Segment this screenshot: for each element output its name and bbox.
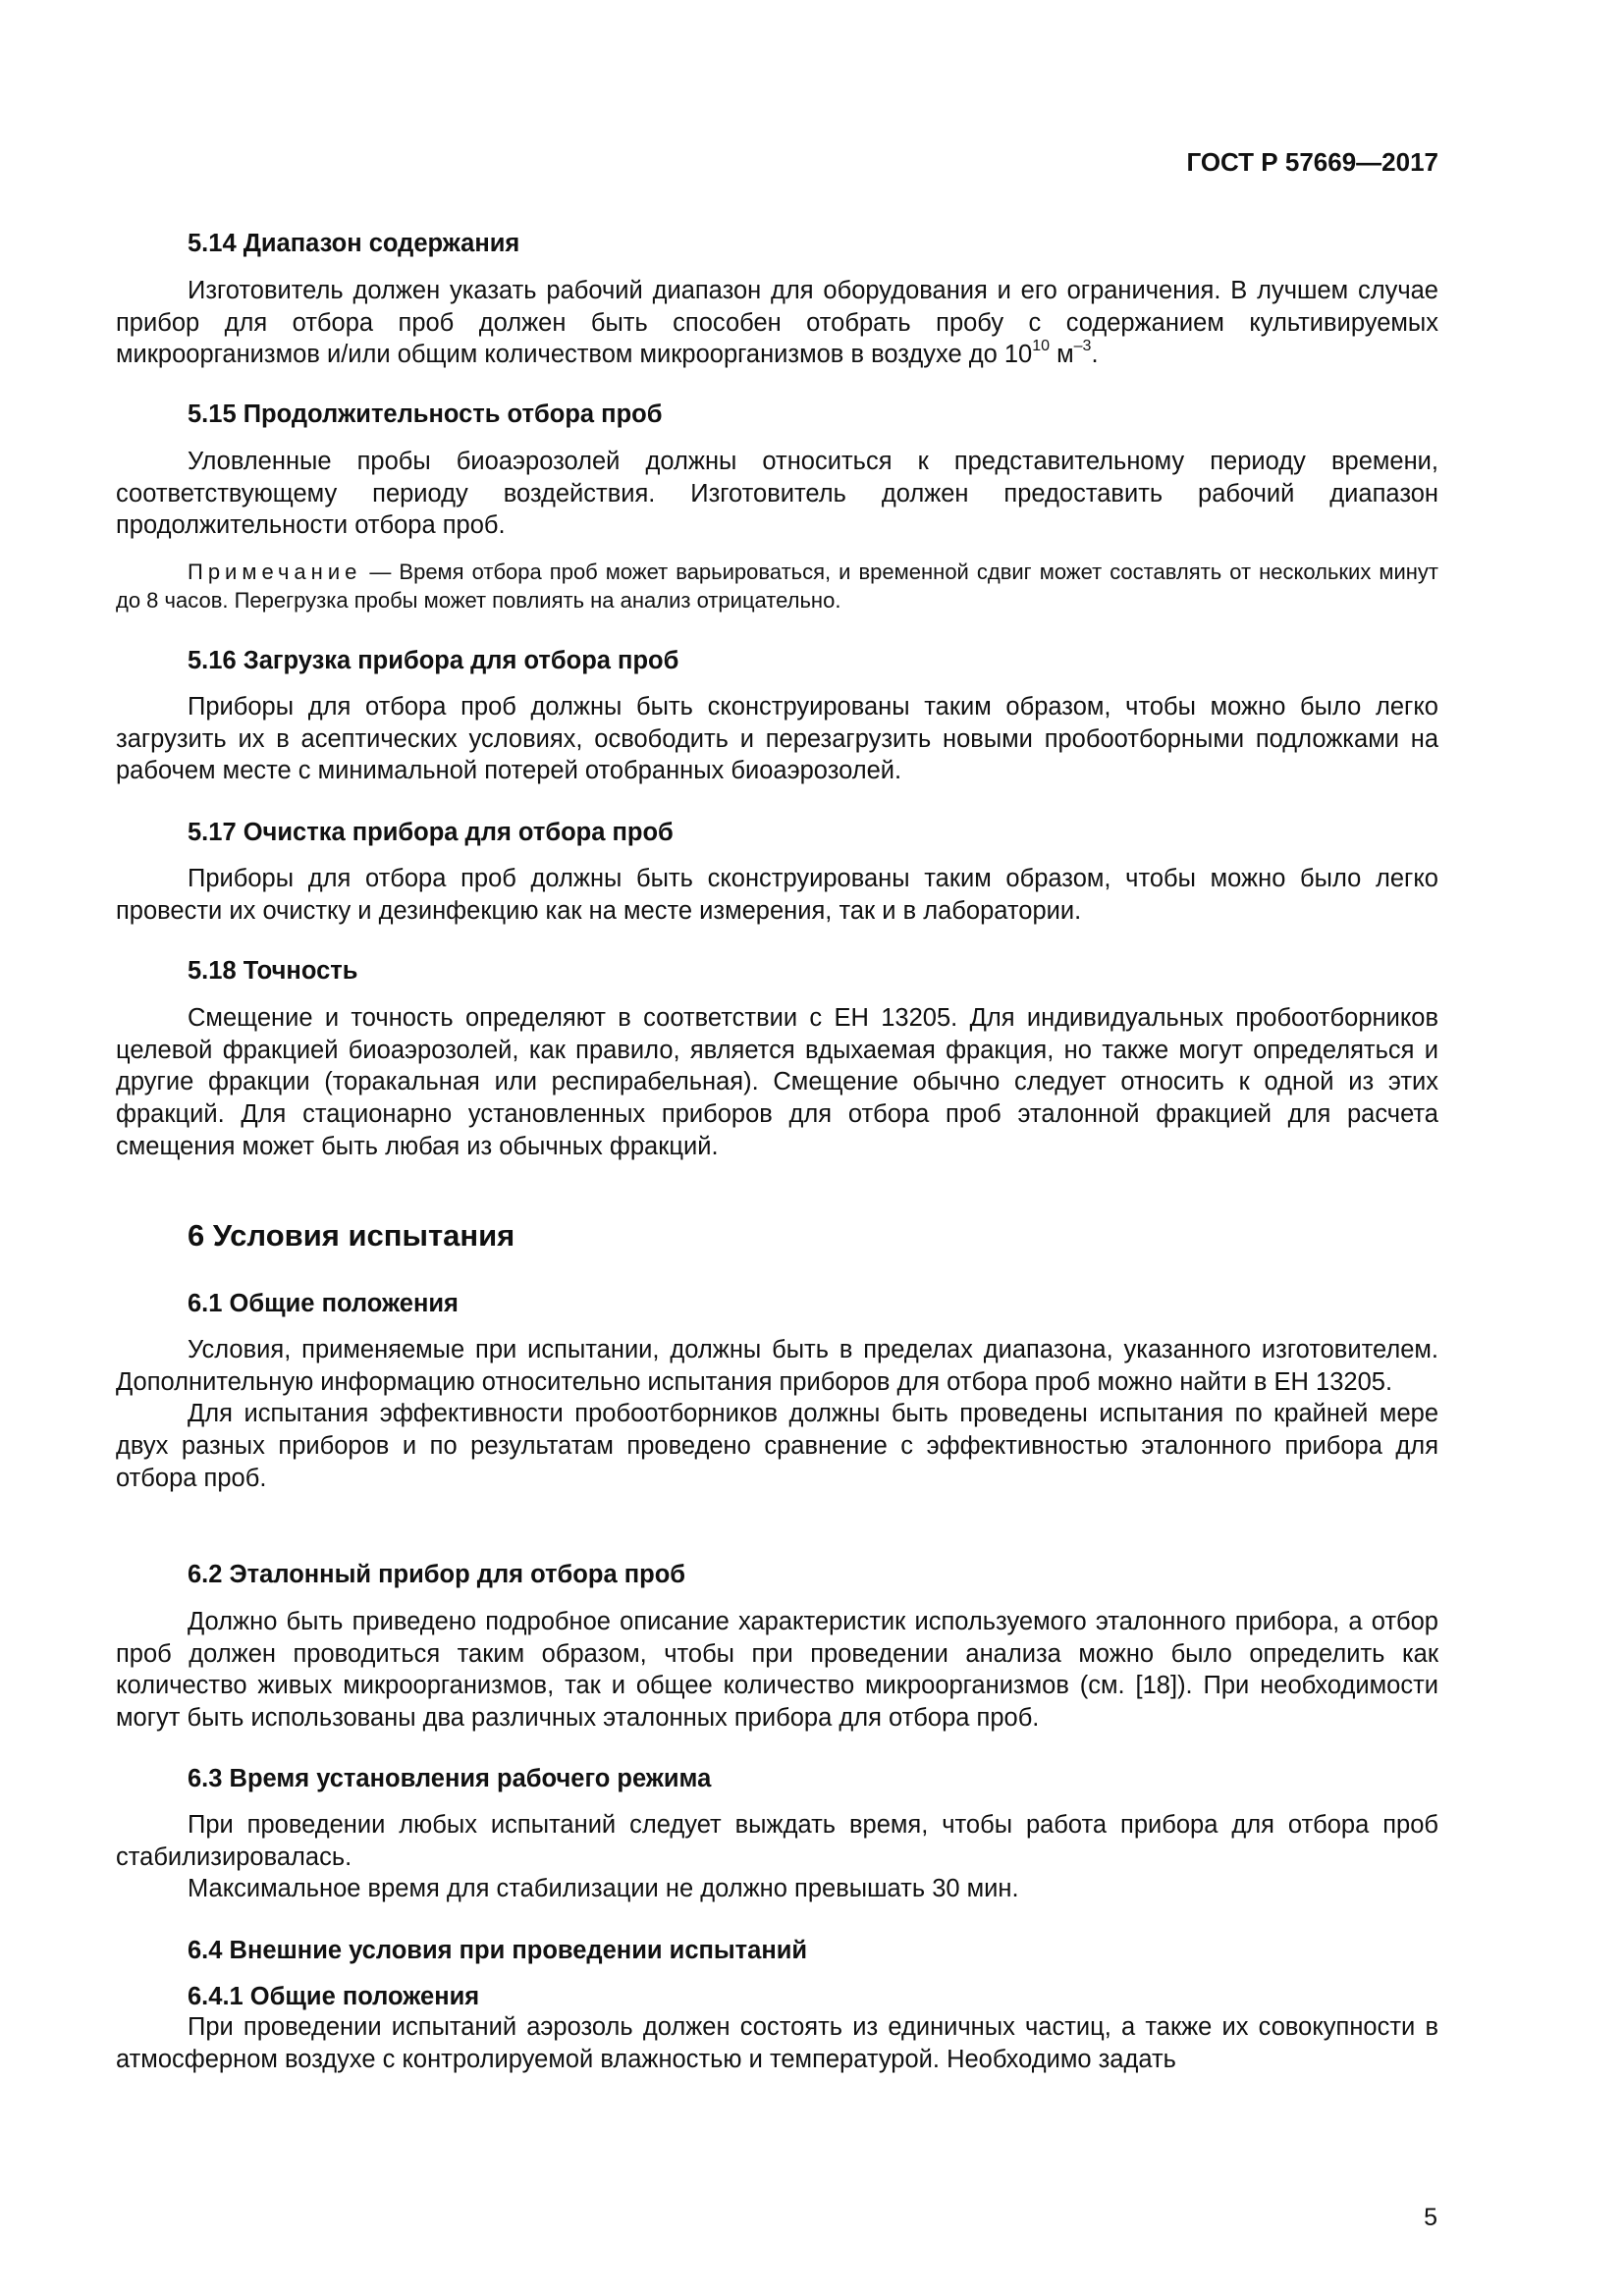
- paragraph: Для испытания эффективности пробоотборников должны быть проведены испытания по крайней мере двух разных приборов и по результатам проведено сравнение с эффективностью эталонного прибора для отбора проб.: [116, 1400, 1438, 1492]
- unit-text: м: [1050, 341, 1074, 369]
- section-6-2-title: 6.2 Эталонный прибор для отбора проб: [188, 1561, 686, 1588]
- paragraph: При проведении любых испытаний следует выждать время, чтобы работа прибора для отбора проб стабилизировалась.: [116, 1811, 1438, 1871]
- section-5-16-title: 5.16 Загрузка прибора для отбора проб: [188, 647, 679, 674]
- period: .: [1091, 341, 1099, 369]
- paragraph: Условия, применяемые при испытании, должны быть в пределах диапазона, указанного изготовителем. Дополнительную информацию относительно испытания приборов для отбора проб можно найти в ЕН 13205.: [116, 1336, 1438, 1396]
- section-5-14-body: [116, 275, 1438, 371]
- section-6-1-title: 6.1 Общие положения: [188, 1290, 459, 1317]
- section-6-3-title: 6.3 Время установления рабочего режима: [188, 1765, 712, 1792]
- section-5-15-title: 5.15 Продолжительность отбора проб: [188, 400, 663, 428]
- note-text: — Время отбора проб может варьироваться, и временной сдвиг может составлять от нескольких минут до 8 часов. Перегрузка пробы может повлиять на анализ отрицательно.: [116, 560, 1438, 613]
- note: [116, 558, 1438, 614]
- superscript: –3: [1073, 337, 1092, 354]
- paragraph: Приборы для отбора проб должны быть сконструированы таким образом, чтобы можно было легко загрузить их в асептических условиях, освободить и перезагрузить новыми пробоотборными подложками на рабочем месте с минимальной потерей отобранных биоаэрозолей.: [116, 693, 1438, 785]
- paragraph: Максимальное время для стабилизации не должно превышать 30 мин.: [188, 1875, 1019, 1903]
- section-6-1-body: [116, 1334, 1438, 1495]
- paragraph: Смещение и точность определяют в соответствии с ЕН 13205. Для индивидуальных пробоотборников целевой фракцией биоаэрозолей, как правило, является вдыхаемая фракция, но также могут определяться и другие фракции (торакальная или респирабельная). Смещение обычно следует относить к одной из этих фракций. Для стационарно установленных приборов для отбора проб эталонной фракцией для расчета смещения может быть любая из обычных фракций.: [116, 1004, 1438, 1160]
- section-6-4-title: 6.4 Внешние условия при проведении испытаний: [188, 1937, 808, 1964]
- section-5-17-title: 5.17 Очистка прибора для отбора проб: [188, 819, 674, 846]
- section-5-15-body: [116, 446, 1438, 542]
- page-number: 5: [1424, 2204, 1437, 2231]
- paragraph: Уловленные пробы биоаэрозолей должны относиться к представительному периоду времени, соответствующему периоду воздействия. Изготовитель должен предоставить рабочий диапазон продолжительности отбора проб.: [116, 448, 1438, 540]
- section-5-16-body: [116, 691, 1438, 787]
- section-5-15-note: [116, 558, 1438, 614]
- section-6-3-body: [116, 1809, 1438, 1905]
- section-6-title: 6 Условия испытания: [188, 1218, 515, 1253]
- section-5-17-body: [116, 863, 1438, 927]
- section-6-4-1-title: 6.4.1 Общие положения: [188, 1983, 480, 2010]
- paragraph: При проведении испытаний аэрозоль должен состоять из единичных частиц, а также их совокупности в атмосферном воздухе с контролируемой влажностью и температурой. Необходимо задать: [116, 2013, 1438, 2073]
- section-6-4-1-body: [116, 2011, 1438, 2075]
- section-5-18-body: [116, 1002, 1438, 1163]
- note-label: Примечание: [188, 560, 362, 584]
- paragraph: [116, 275, 1438, 371]
- section-5-14-title: 5.14 Диапазон содержания: [188, 230, 520, 257]
- paragraph: Приборы для отбора проб должны быть сконструированы таким образом, чтобы можно было легко провести их очистку и дезинфекцию как на месте измерения, так и в лаборатории.: [116, 865, 1438, 925]
- document-header: ГОСТ Р 57669—2017: [1186, 147, 1438, 177]
- paragraph: Должно быть приведено подробное описание характеристик используемого эталонного прибора, а отбор проб должен проводиться таким образом, чтобы при проведении анализа можно было определить как количество живых микроорганизмов, так и общее количество микроорганизмов (см. [18]). При необходимости могут быть использованы два различных эталонных прибора для отбора проб.: [116, 1608, 1438, 1733]
- section-5-18-title: 5.18 Точность: [188, 957, 358, 985]
- paragraph-text: Изготовитель должен указать рабочий диапазон для оборудования и его ограничения. В лучшем случае прибор для отбора проб должен быть способен отобрать пробу с содержанием культивируемых микроорганизмов и/или общим количеством микроорганизмов в воздухе до 10: [116, 277, 1438, 369]
- superscript: 10: [1032, 337, 1051, 354]
- section-6-2-body: [116, 1606, 1438, 1735]
